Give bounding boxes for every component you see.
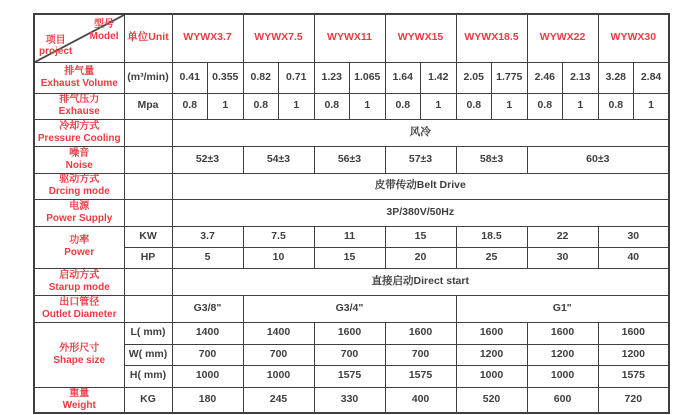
value-cell-span: 风冷 xyxy=(172,119,669,146)
value-cell: 0.82 xyxy=(243,62,279,93)
value-cell: 1600 xyxy=(385,322,456,344)
row-label-en: Power xyxy=(64,247,95,258)
value-cell: 58±3 xyxy=(456,146,527,173)
value-cell: 3.28 xyxy=(598,62,634,93)
value-cell: 60±3 xyxy=(527,146,669,173)
row-label-en: Weight xyxy=(62,399,96,411)
value-cell: 20 xyxy=(385,247,456,268)
value-cell: 54±3 xyxy=(243,146,314,173)
value-cell: 0.41 xyxy=(172,62,208,93)
unit-cell-kg: KG xyxy=(124,387,172,413)
value-cell: 2.05 xyxy=(456,62,492,93)
row-label-zh: 排气压力 xyxy=(59,94,100,106)
header-row xyxy=(34,14,669,62)
model-header: WYWX18.5 xyxy=(456,14,527,62)
row-label-zh: 功率 xyxy=(69,235,90,247)
value-cell: 1.065 xyxy=(350,62,386,93)
row-label-en: Starup mode xyxy=(48,281,110,293)
value-cell: 0.355 xyxy=(208,62,244,93)
value-cell: 11 xyxy=(314,226,385,247)
unit-cell-hp: HP xyxy=(124,247,172,268)
value-cell: 1000 xyxy=(527,365,598,387)
value-cell: 1200 xyxy=(598,344,669,365)
value-cell: 2.46 xyxy=(527,62,563,93)
model-header: WYWX30 xyxy=(598,14,669,62)
row-label-en: Power Supply xyxy=(46,212,113,224)
value-cell: 57±3 xyxy=(385,146,456,173)
row-power-kw xyxy=(34,226,669,247)
value-cell: 30 xyxy=(527,247,598,268)
value-cell-span: 直接启动Direct start xyxy=(172,268,669,295)
row-label-zh: 冷却方式 xyxy=(59,120,100,132)
row-label-en: Shape size xyxy=(53,354,106,366)
corner-model-zh: 型号 xyxy=(94,19,115,30)
unit-cell-empty xyxy=(124,268,172,295)
row-shape-h xyxy=(34,365,669,387)
row-driving-mode xyxy=(34,173,669,199)
unit-cell-l: L( mm) xyxy=(124,322,172,344)
row-label-en: Noise xyxy=(65,159,93,171)
row-power-hp xyxy=(34,247,669,268)
value-cell: 1 xyxy=(563,93,599,119)
row-label-driving-mode xyxy=(34,173,124,199)
value-cell: 22 xyxy=(527,226,598,247)
header-corner-cell xyxy=(34,14,124,62)
row-label-zh: 重量 xyxy=(69,387,90,399)
unit-cell-w: W( mm) xyxy=(124,344,172,365)
value-cell: 1.42 xyxy=(421,62,457,93)
unit-cell-empty xyxy=(124,173,172,199)
value-cell: 1400 xyxy=(243,322,314,344)
row-label-startup-mode xyxy=(34,268,124,295)
value-cell: 0.8 xyxy=(172,93,208,119)
value-cell: 1 xyxy=(634,93,670,119)
value-cell: 1600 xyxy=(314,322,385,344)
value-cell: 600 xyxy=(527,387,598,413)
value-cell: 30 xyxy=(598,226,669,247)
value-cell: 0.8 xyxy=(456,93,492,119)
value-cell: 5 xyxy=(172,247,243,268)
value-cell: 25 xyxy=(456,247,527,268)
row-label-en: Outlet Diameter xyxy=(42,308,117,320)
value-cell: G3/8" xyxy=(172,295,243,322)
value-cell: G1" xyxy=(456,295,669,322)
row-label-en: Exhause xyxy=(58,106,100,117)
value-cell: 1400 xyxy=(172,322,243,344)
value-cell: 0.8 xyxy=(314,93,350,119)
spec-table-container xyxy=(33,13,670,414)
value-cell: G3/4" xyxy=(243,295,456,322)
unit-cell-empty xyxy=(124,295,172,322)
corner-model-en: Model xyxy=(89,30,119,42)
value-cell: 1 xyxy=(208,93,244,119)
value-cell: 700 xyxy=(385,344,456,365)
spec-table xyxy=(33,13,670,414)
value-cell: 1.23 xyxy=(314,62,350,93)
model-header: WYWX3.7 xyxy=(172,14,243,62)
corner-project-zh: 项目 xyxy=(45,34,66,46)
row-label-shape-size xyxy=(34,322,124,387)
value-cell: 40 xyxy=(598,247,669,268)
model-header: WYWX7.5 xyxy=(243,14,314,62)
value-cell: 180 xyxy=(172,387,243,413)
row-cooling xyxy=(34,119,669,146)
unit-cell-empty xyxy=(124,119,172,146)
value-cell: 0.8 xyxy=(527,93,563,119)
value-cell: 1575 xyxy=(314,365,385,387)
value-cell: 1.775 xyxy=(492,62,528,93)
value-cell: 2.13 xyxy=(563,62,599,93)
value-cell: 720 xyxy=(598,387,669,413)
unit-cell-empty xyxy=(124,146,172,173)
row-outlet-diameter xyxy=(34,295,669,322)
row-label-zh: 电源 xyxy=(69,200,90,212)
value-cell: 1 xyxy=(279,93,315,119)
value-cell: 18.5 xyxy=(456,226,527,247)
row-weight xyxy=(34,387,669,413)
value-cell: 3.7 xyxy=(172,226,243,247)
value-cell: 400 xyxy=(385,387,456,413)
row-label-weight xyxy=(34,387,124,413)
row-exhaust-volume xyxy=(34,62,669,93)
value-cell: 1575 xyxy=(385,365,456,387)
unit-cell-empty xyxy=(124,199,172,226)
value-cell: 52±3 xyxy=(172,146,243,173)
row-power-supply xyxy=(34,199,669,226)
row-label-zh: 排气量 xyxy=(64,65,95,77)
row-label-power-supply xyxy=(34,199,124,226)
value-cell: 15 xyxy=(314,247,385,268)
value-cell: 1 xyxy=(492,93,528,119)
row-shape-w xyxy=(34,344,669,365)
value-cell: 56±3 xyxy=(314,146,385,173)
row-label-zh: 噪音 xyxy=(69,147,90,159)
unit-header-cell: 单位Unit xyxy=(124,14,172,62)
row-noise xyxy=(34,146,669,173)
unit-cell: Mpa xyxy=(124,93,172,119)
row-label-en: Drcing mode xyxy=(48,186,110,197)
value-cell: 0.8 xyxy=(598,93,634,119)
value-cell-span: 3P/380V/50Hz xyxy=(172,199,669,226)
value-cell: 1600 xyxy=(598,322,669,344)
value-cell: 0.8 xyxy=(385,93,421,119)
row-startup-mode xyxy=(34,268,669,295)
value-cell: 1575 xyxy=(598,365,669,387)
row-label-en: Pressure Cooling xyxy=(37,132,121,144)
model-header: WYWX11 xyxy=(314,14,385,62)
row-label-cooling xyxy=(34,119,124,146)
value-cell: 1200 xyxy=(456,344,527,365)
row-label-outlet-diameter xyxy=(34,295,124,322)
corner-project-label xyxy=(39,35,72,58)
value-cell: 0.71 xyxy=(279,62,315,93)
row-label-en: Exhaust Volume xyxy=(40,77,118,89)
value-cell: 700 xyxy=(243,344,314,365)
row-label-noise xyxy=(34,146,124,173)
corner-model-label xyxy=(90,19,119,42)
row-shape-l xyxy=(34,322,669,344)
value-cell: 15 xyxy=(385,226,456,247)
value-cell: 0.8 xyxy=(243,93,279,119)
unit-cell: (m³/min) xyxy=(124,62,172,93)
row-label-zh: 外形尺寸 xyxy=(59,342,100,354)
value-cell: 2.84 xyxy=(634,62,670,93)
value-cell: 245 xyxy=(243,387,314,413)
value-cell: 700 xyxy=(172,344,243,365)
model-header: WYWX22 xyxy=(527,14,598,62)
value-cell: 520 xyxy=(456,387,527,413)
row-label-power xyxy=(34,226,124,268)
row-exhaust-pressure xyxy=(34,93,669,119)
value-cell: 1000 xyxy=(456,365,527,387)
value-cell-span: 皮带传动Belt Drive xyxy=(172,173,669,199)
value-cell: 7.5 xyxy=(243,226,314,247)
value-cell: 700 xyxy=(314,344,385,365)
unit-cell-h: H( mm) xyxy=(124,365,172,387)
row-label-exhaust-pressure xyxy=(34,93,124,119)
corner-project-en: project xyxy=(39,46,73,57)
model-header: WYWX15 xyxy=(385,14,456,62)
row-label-exhaust-volume xyxy=(34,62,124,93)
value-cell: 10 xyxy=(243,247,314,268)
value-cell: 1200 xyxy=(527,344,598,365)
value-cell: 1000 xyxy=(172,365,243,387)
unit-cell-kw: KW xyxy=(124,226,172,247)
value-cell: 1600 xyxy=(456,322,527,344)
row-label-zh: 出口管径 xyxy=(59,296,100,308)
row-label-zh: 启动方式 xyxy=(59,269,100,281)
value-cell: 1 xyxy=(421,93,457,119)
row-label-zh: 驱动方式 xyxy=(59,174,100,186)
value-cell: 1.64 xyxy=(385,62,421,93)
value-cell: 1600 xyxy=(527,322,598,344)
value-cell: 330 xyxy=(314,387,385,413)
value-cell: 1 xyxy=(350,93,386,119)
value-cell: 1000 xyxy=(243,365,314,387)
